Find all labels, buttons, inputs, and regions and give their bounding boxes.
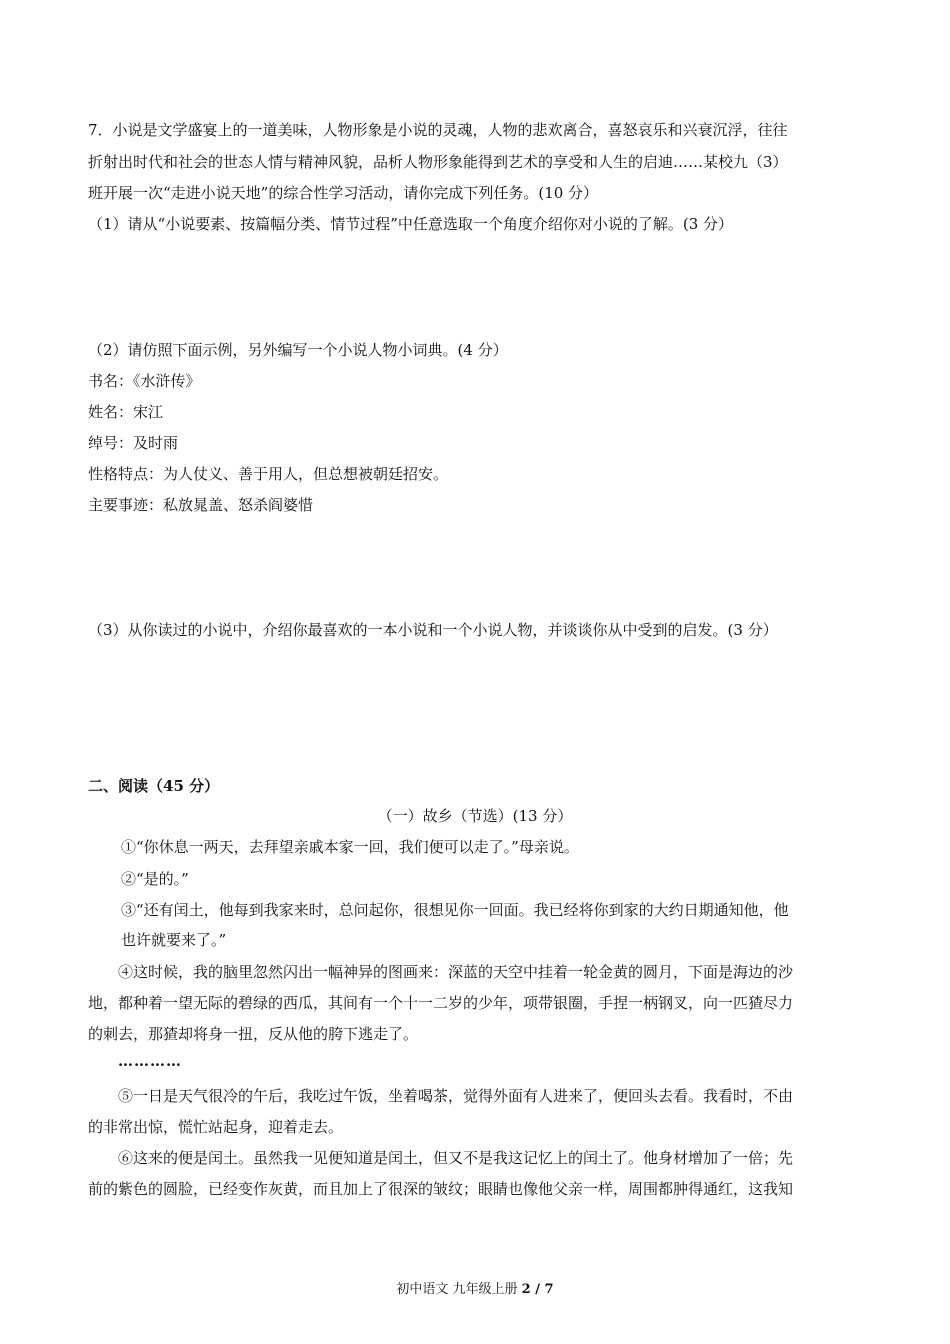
example-deeds: 主要事迹：私放晁盖、怒杀阎婆惜 [88, 496, 314, 514]
passage-title: （一）故乡（节选）(13 分） [377, 807, 573, 825]
q7-intro-line-3: 班开展一次“走进小说天地”的综合性学习活动，请你完成下列任务。(10 分） [88, 184, 599, 202]
page-total: 7 [544, 1282, 554, 1297]
paragraph-6-line-2: 前的紫色的圆脸，已经变作灰黄，而且加上了很深的皱纹；眼睛也像他父亲一样，周围都肿得通红，这我知 [88, 1180, 794, 1198]
paragraph-3-line-1: ③“还有闰土，他每到我家来时，总问起你，很想见你一回面。我已经将你到家的大约日期通知他，他 [121, 901, 789, 919]
q7-task-1: （1）请从“小说要素、按篇幅分类、情节过程”中任意选取一个角度介绍你对小说的了解。(3 分） [88, 215, 734, 233]
example-traits: 性格特点：为人仗义、善于用人，但总想被朝廷招安。 [88, 465, 449, 483]
paragraph-4-line-1: ④这时候，我的脑里忽然闪出一幅神异的图画来：深蓝的天空中挂着一轮金黄的圆月，下面是海边的沙 [118, 963, 794, 981]
section-heading: 二、阅读（45 分） [88, 777, 220, 795]
page-separator: / [530, 1282, 545, 1297]
page-number: 2 [521, 1282, 531, 1297]
q7-intro-line-2: 折射出时代和社会的世态人情与精神风貌，品析人物形象能得到艺术的享受和人生的启迪……某校九（3） [88, 153, 788, 171]
paragraph-4-line-2: 地，都种着一望无际的碧绿的西瓜，其间有一个十一二岁的少年，项带银圈，手捏一柄钢叉，向一匹猹尽力 [88, 994, 794, 1012]
example-name: 姓名：宋江 [88, 403, 164, 421]
paragraph-1: ①“你休息一两天，去拜望亲戚本家一回，我们便可以走了。”母亲说。 [121, 838, 579, 856]
paragraph-5-line-1: ⑤一日是天气很冷的午后，我吃过午饭，坐着喝茶，觉得外面有人进来了，便回头去看。我看时，不由 [118, 1087, 794, 1105]
paragraph-6-line-1: ⑥这来的便是闰土。虽然我一见便知道是闰土，但又不是我这记忆上的闰土了。他身材增加了一倍；先 [118, 1149, 794, 1167]
q7-intro-line-1: 7．小说是文学盛宴上的一道美味，人物形象是小说的灵魂，人物的悲欢离合，喜怒哀乐和兴衰沉浮，往往 [88, 121, 788, 139]
q7-task-2: （2）请仿照下面示例，另外编写一个小说人物小词典。(4 分） [88, 341, 508, 359]
paragraph-4-line-3: 的刺去，那猹却将身一扭，反从他的胯下逃走了。 [88, 1025, 419, 1043]
paragraph-3-line-2: 也许就要来了。” [121, 931, 227, 949]
paragraph-5-line-2: 的非常出惊，慌忙站起身，迎着走去。 [88, 1118, 344, 1136]
example-book: 书名：《水浒传》 [88, 372, 201, 390]
ellipsis: ………… [118, 1052, 182, 1070]
paragraph-2: ②“是的。” [121, 870, 189, 888]
footer-label: 初中语文 九年级上册 [396, 1282, 522, 1297]
example-nickname: 绰号：及时雨 [88, 434, 179, 452]
q7-task-3: （3）从你读过的小说中，介绍你最喜欢的一本小说和一个小说人物，并谈谈你从中受到的启发。(3 分） [88, 621, 778, 639]
page-footer [0, 1281, 950, 1299]
